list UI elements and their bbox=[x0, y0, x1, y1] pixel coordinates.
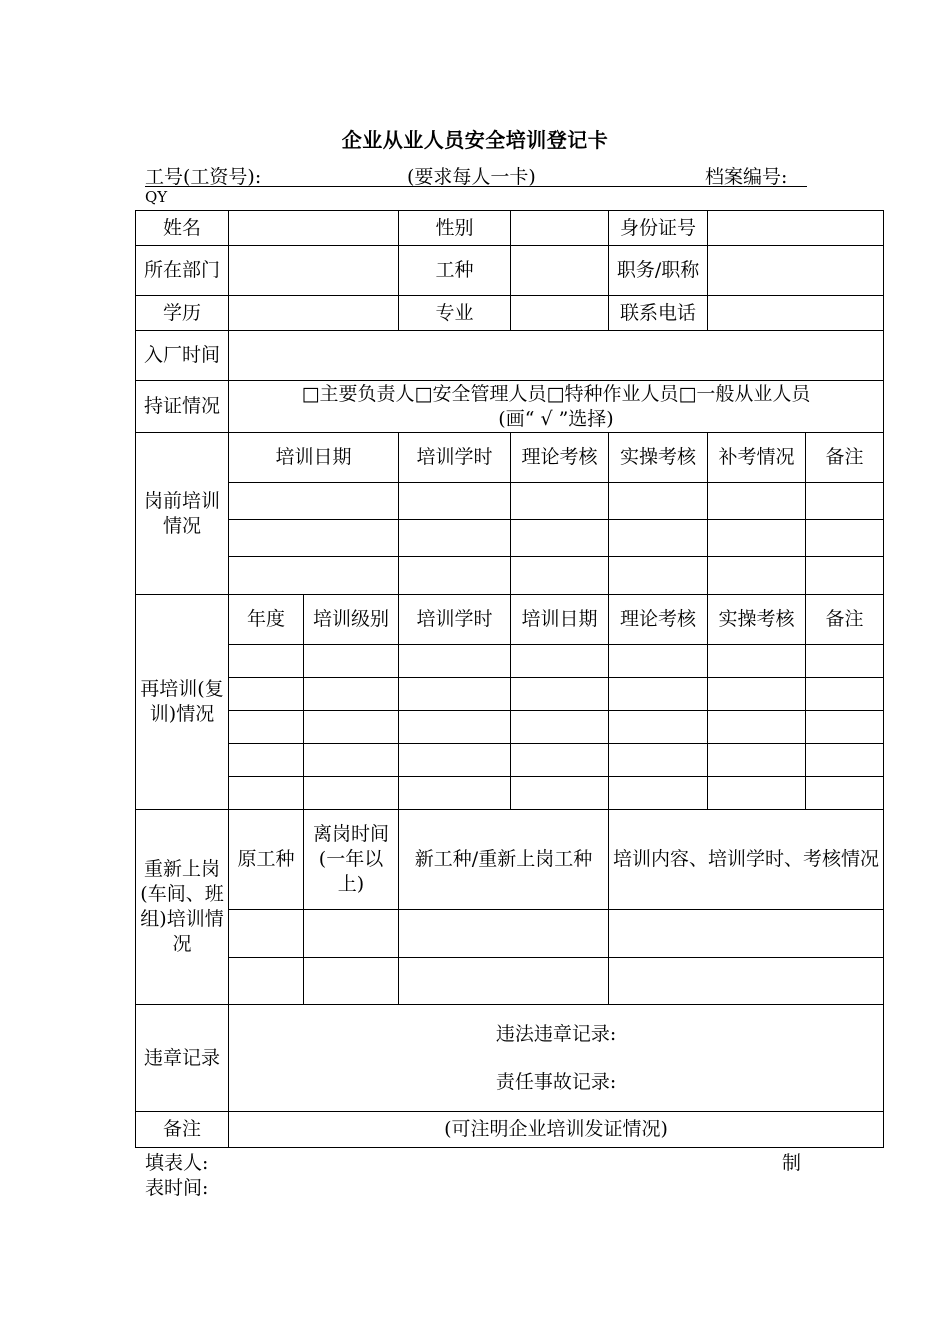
table-row bbox=[136, 483, 884, 520]
pre-job-header: 备注 bbox=[806, 433, 884, 483]
one-card-note: (要求每人一卡) bbox=[407, 166, 536, 188]
rejoin-header: 新工种/重新上岗工种 bbox=[399, 810, 609, 910]
table-cell[interactable] bbox=[609, 744, 708, 777]
cert-options-cell[interactable] bbox=[229, 381, 884, 433]
registration-table bbox=[135, 210, 884, 1148]
cert-label: 持证情况 bbox=[136, 381, 229, 433]
table-cell[interactable] bbox=[511, 744, 609, 777]
retrain-header: 培训学时 bbox=[399, 595, 511, 645]
table-cell[interactable] bbox=[806, 557, 884, 595]
pre-job-label: 岗前培训情况 bbox=[136, 433, 229, 595]
table-cell[interactable] bbox=[609, 777, 708, 810]
table-row bbox=[136, 645, 884, 678]
table-cell[interactable] bbox=[708, 520, 806, 557]
table-row bbox=[136, 777, 884, 810]
table-cell[interactable] bbox=[806, 645, 884, 678]
file-no-label: 档案编号: bbox=[705, 166, 788, 188]
table-cell[interactable] bbox=[229, 910, 304, 958]
table-cell[interactable] bbox=[229, 483, 399, 520]
table-cell[interactable] bbox=[399, 777, 511, 810]
table-row bbox=[136, 678, 884, 711]
violation-cell[interactable] bbox=[229, 1005, 884, 1112]
table-cell[interactable] bbox=[511, 483, 609, 520]
table-cell[interactable] bbox=[229, 678, 304, 711]
table-row bbox=[136, 910, 884, 958]
table-cell[interactable] bbox=[399, 645, 511, 678]
table-cell[interactable] bbox=[806, 744, 884, 777]
table-cell[interactable] bbox=[399, 958, 609, 1005]
table-cell[interactable] bbox=[229, 958, 304, 1005]
table-cell[interactable] bbox=[304, 678, 399, 711]
retrain-header: 备注 bbox=[806, 595, 884, 645]
table-cell[interactable] bbox=[399, 483, 511, 520]
department-value[interactable] bbox=[229, 246, 399, 296]
phone-label: 联系电话 bbox=[609, 296, 708, 331]
major-value[interactable] bbox=[511, 296, 609, 331]
table-row bbox=[136, 958, 884, 1005]
table-row bbox=[136, 711, 884, 744]
major-label: 专业 bbox=[399, 296, 511, 331]
table-cell[interactable] bbox=[229, 557, 399, 595]
table-cell[interactable] bbox=[229, 711, 304, 744]
rejoin-label: 重新上岗(车间、班组)培训情况 bbox=[136, 810, 229, 1005]
gender-value[interactable] bbox=[511, 211, 609, 246]
table-cell[interactable] bbox=[304, 777, 399, 810]
table-cell[interactable] bbox=[806, 520, 884, 557]
table-cell[interactable] bbox=[304, 910, 399, 958]
table-cell[interactable] bbox=[708, 744, 806, 777]
cert-options[interactable]: □主要负责人□安全管理人员□特种作业人员□一般从业人员 bbox=[301, 382, 811, 405]
remark-label: 备注 bbox=[136, 1112, 229, 1148]
table-row bbox=[136, 520, 884, 557]
pre-job-header: 补考情况 bbox=[708, 433, 806, 483]
position-label: 职务/职称 bbox=[609, 246, 708, 296]
table-row bbox=[136, 744, 884, 777]
table-cell[interactable] bbox=[609, 910, 884, 958]
retrain-header: 理论考核 bbox=[609, 595, 708, 645]
retrain-header: 年度 bbox=[229, 595, 304, 645]
table-cell[interactable] bbox=[229, 645, 304, 678]
table-cell[interactable] bbox=[399, 557, 511, 595]
table-cell[interactable] bbox=[806, 777, 884, 810]
department-label: 所在部门 bbox=[136, 246, 229, 296]
table-cell[interactable] bbox=[609, 520, 708, 557]
table-cell[interactable] bbox=[609, 645, 708, 678]
table-cell[interactable] bbox=[511, 678, 609, 711]
table-cell[interactable] bbox=[304, 645, 399, 678]
table-cell[interactable] bbox=[708, 645, 806, 678]
entry-date-value[interactable] bbox=[229, 331, 884, 381]
retrain-header: 培训日期 bbox=[511, 595, 609, 645]
table-cell[interactable] bbox=[304, 744, 399, 777]
table-row bbox=[136, 557, 884, 595]
name-value[interactable] bbox=[229, 211, 399, 246]
job-type-label: 工种 bbox=[399, 246, 511, 296]
remark-value[interactable]: (可注明企业培训发证情况) bbox=[229, 1112, 884, 1148]
table-cell[interactable] bbox=[229, 777, 304, 810]
table-cell[interactable] bbox=[806, 678, 884, 711]
table-cell[interactable] bbox=[609, 483, 708, 520]
table-cell[interactable] bbox=[399, 520, 511, 557]
table-cell[interactable] bbox=[511, 777, 609, 810]
date-label-part1: 制 bbox=[782, 1152, 802, 1174]
cert-hint: (画“ √ ”选择) bbox=[498, 407, 614, 430]
accident-record-label: 责任事故记录: bbox=[495, 1070, 617, 1093]
table-cell[interactable] bbox=[399, 744, 511, 777]
table-cell[interactable] bbox=[511, 557, 609, 595]
employee-no-label: 工号(工资号): bbox=[145, 166, 262, 188]
page-title: 企业从业人员安全培训登记卡 bbox=[341, 128, 609, 152]
table-cell[interactable] bbox=[399, 910, 609, 958]
id-no-value[interactable] bbox=[708, 211, 884, 246]
table-cell[interactable] bbox=[229, 520, 399, 557]
violation-label: 违章记录 bbox=[136, 1005, 229, 1112]
job-type-value[interactable] bbox=[511, 246, 609, 296]
date-label-part2: 表时间: bbox=[145, 1177, 209, 1199]
education-label: 学历 bbox=[136, 296, 229, 331]
table-cell[interactable] bbox=[609, 711, 708, 744]
table-cell[interactable] bbox=[708, 777, 806, 810]
table-cell[interactable] bbox=[304, 958, 399, 1005]
table-cell[interactable] bbox=[708, 711, 806, 744]
table-cell[interactable] bbox=[511, 645, 609, 678]
table-cell[interactable] bbox=[806, 483, 884, 520]
header-line bbox=[145, 160, 807, 187]
name-label: 姓名 bbox=[136, 211, 229, 246]
gender-label: 性别 bbox=[399, 211, 511, 246]
id-no-label: 身份证号 bbox=[609, 211, 708, 246]
table-cell[interactable] bbox=[304, 711, 399, 744]
pre-job-header: 培训日期 bbox=[229, 433, 399, 483]
table-cell[interactable] bbox=[511, 520, 609, 557]
position-value[interactable] bbox=[708, 246, 884, 296]
table-cell[interactable] bbox=[229, 744, 304, 777]
pre-job-header: 培训学时 bbox=[399, 433, 511, 483]
pre-job-header: 理论考核 bbox=[511, 433, 609, 483]
rejoin-header: 原工种 bbox=[229, 810, 304, 910]
rejoin-header: 离岗时间(一年以上) bbox=[304, 810, 399, 910]
table-cell[interactable] bbox=[609, 678, 708, 711]
education-value[interactable] bbox=[229, 296, 399, 331]
table-cell[interactable] bbox=[399, 678, 511, 711]
table-cell[interactable] bbox=[708, 557, 806, 595]
table-cell[interactable] bbox=[609, 958, 884, 1005]
rejoin-header: 培训内容、培训学时、考核情况 bbox=[609, 810, 884, 910]
phone-value[interactable] bbox=[708, 296, 884, 331]
filler-label: 填表人: bbox=[145, 1152, 209, 1174]
retrain-label: 再培训(复训)情况 bbox=[136, 595, 229, 810]
table-cell[interactable] bbox=[511, 711, 609, 744]
violation-record-label: 违法违章记录: bbox=[495, 1022, 617, 1045]
table-cell[interactable] bbox=[708, 483, 806, 520]
table-cell[interactable] bbox=[708, 678, 806, 711]
file-no-prefix: QY bbox=[145, 188, 168, 206]
table-cell[interactable] bbox=[399, 711, 511, 744]
pre-job-header: 实操考核 bbox=[609, 433, 708, 483]
table-cell[interactable] bbox=[609, 557, 708, 595]
retrain-header: 实操考核 bbox=[708, 595, 806, 645]
entry-date-label: 入厂时间 bbox=[136, 331, 229, 381]
table-cell[interactable] bbox=[806, 711, 884, 744]
retrain-header: 培训级别 bbox=[304, 595, 399, 645]
